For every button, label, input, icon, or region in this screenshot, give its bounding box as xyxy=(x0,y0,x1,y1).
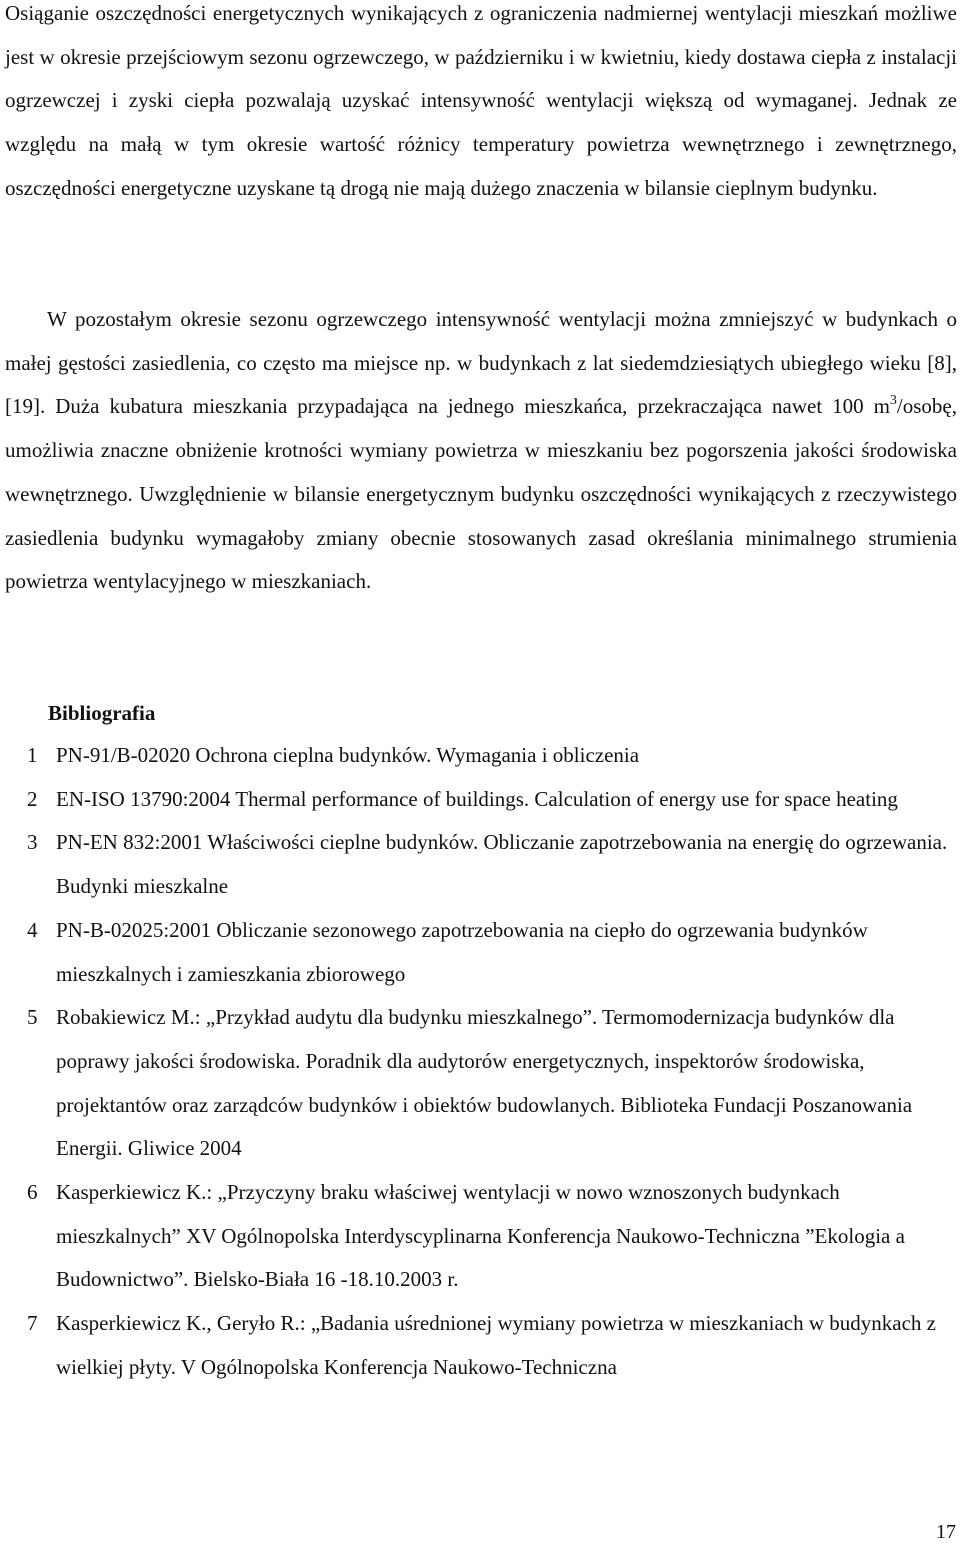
bibliography-item xyxy=(0,1171,960,1302)
page-number: 17 xyxy=(936,1521,956,1543)
bibliography-item-text: PN-B-02025:2001 Obliczanie sezonowego zapotrzebowania na ciepło do ogrzewania budynków mieszkalnych i zamieszkania zbiorowego xyxy=(56,917,868,986)
bibliography-item-number: 7 xyxy=(27,1311,38,1336)
bibliography-item-number: 4 xyxy=(27,917,38,942)
bibliography-item xyxy=(0,1302,960,1389)
bibliography-item-number: 3 xyxy=(27,830,38,855)
bibliography-item-number: 1 xyxy=(27,743,38,767)
bibliography-item xyxy=(0,909,960,996)
paragraph-ventilation-savings: Osiąganie oszczędności energetycznych wynikających z ograniczenia nadmiernej wentylacji mieszkań możliwe jest w okresie przejściowym sezonu ogrzewczego, w październiku i w kwietniu, kiedy dostawa ciepła z instalacji ogrzewczej i zyski ciepła pozwalają uzyskać intensywność wentylacji większą od wymaganej. Jednak ze względu na małą w tym okresie wartość różnicy temperatury powietrza wewnętrznego i zewnętrznego, oszczędności energetyczne uzyskane tą drogą nie mają dużego znaczenia w bilansie cieplnym budynku. xyxy=(5,1,957,200)
paragraph-text-part: W pozostałym okresie sezonu ogrzewczego intensywność wentylacji można zmniejszyć w budynkach o małej gęstości zasiedlenia, co często ma miejsce np. w budynkach z lat siedemdziesiątych ubiegłego wieku [8], [19]. Duża kubatura mieszkania przypadająca na jednego mieszkańca, przekraczająca nawet 100 m xyxy=(5,307,957,419)
bibliography-item-number: 2 xyxy=(27,786,38,811)
paragraph-text-part: /osobę, umożliwia znaczne obniżenie krotności wymiany powietrza w mieszkaniu bez pogorszenia jakości środowiska wewnętrznego. Uwzględnienie w bilansie energetycznym budynku oszczędności wynikających z rzeczywistego zasiedlenia budynku wymagałoby zmiany obecnie stosowanych zasad określania minimalnego strumienia powietrza wentylacyjnego w mieszkaniach. xyxy=(5,394,957,594)
bibliography-item xyxy=(0,734,960,778)
bibliography-item-number: 5 xyxy=(27,1005,38,1030)
bibliography-item xyxy=(0,821,960,908)
bibliography-item-text: PN-91/B-02020 Ochrona cieplna budynków. Wymagania i obliczenia xyxy=(56,743,640,767)
bibliography-item-text: PN-EN 832:2001 Właściwości cieplne budynków. Obliczanie zapotrzebowania na energię do ogrzewania. Budynki mieszkalne xyxy=(56,830,948,899)
paragraph-ventilation-reduction xyxy=(5,298,957,604)
bibliography-heading: Bibliografia xyxy=(48,701,156,725)
bibliography-item xyxy=(0,778,960,822)
bibliography-item-text: Robakiewicz M.: „Przykład audytu dla budynku mieszkalnego”. Termomodernizacja budynków dla poprawy jakości środowiska. Poradnik dla audytorów energetycznych, inspektorów środowiska, projektantów oraz zarządców budynków i obiektów budowlanych. Biblioteka Fundacji Poszanowania Energii. Gliwice 2004 xyxy=(56,1005,913,1161)
bibliography-item-text: EN-ISO 13790:2004 Thermal performance of buildings. Calculation of energy use for space heating xyxy=(56,786,898,811)
bibliography-item xyxy=(0,996,960,1171)
bibliography-item-text: Kasperkiewicz K.: „Przyczyny braku właściwej wentylacji w nowo wznoszonych budynkach mieszkalnych” XV Ogólnopolska Interdyscyplinarna Konferencja Naukowo-Techniczna ”Ekologia a Budownictwo”. Bielsko-Biała 16 -18.10.2003 r. xyxy=(56,1180,905,1292)
bibliography-item-text: Kasperkiewicz K., Geryło R.: „Badania uśrednionej wymiany powietrza w mieszkaniach w budynkach z wielkiej płyty. V Ogólnopolska Konferencja Naukowo-Techniczna xyxy=(56,1311,936,1379)
bibliography-item-number: 6 xyxy=(27,1180,38,1205)
bibliography-list xyxy=(0,734,960,1390)
superscript-cubic: 3 xyxy=(889,393,897,409)
